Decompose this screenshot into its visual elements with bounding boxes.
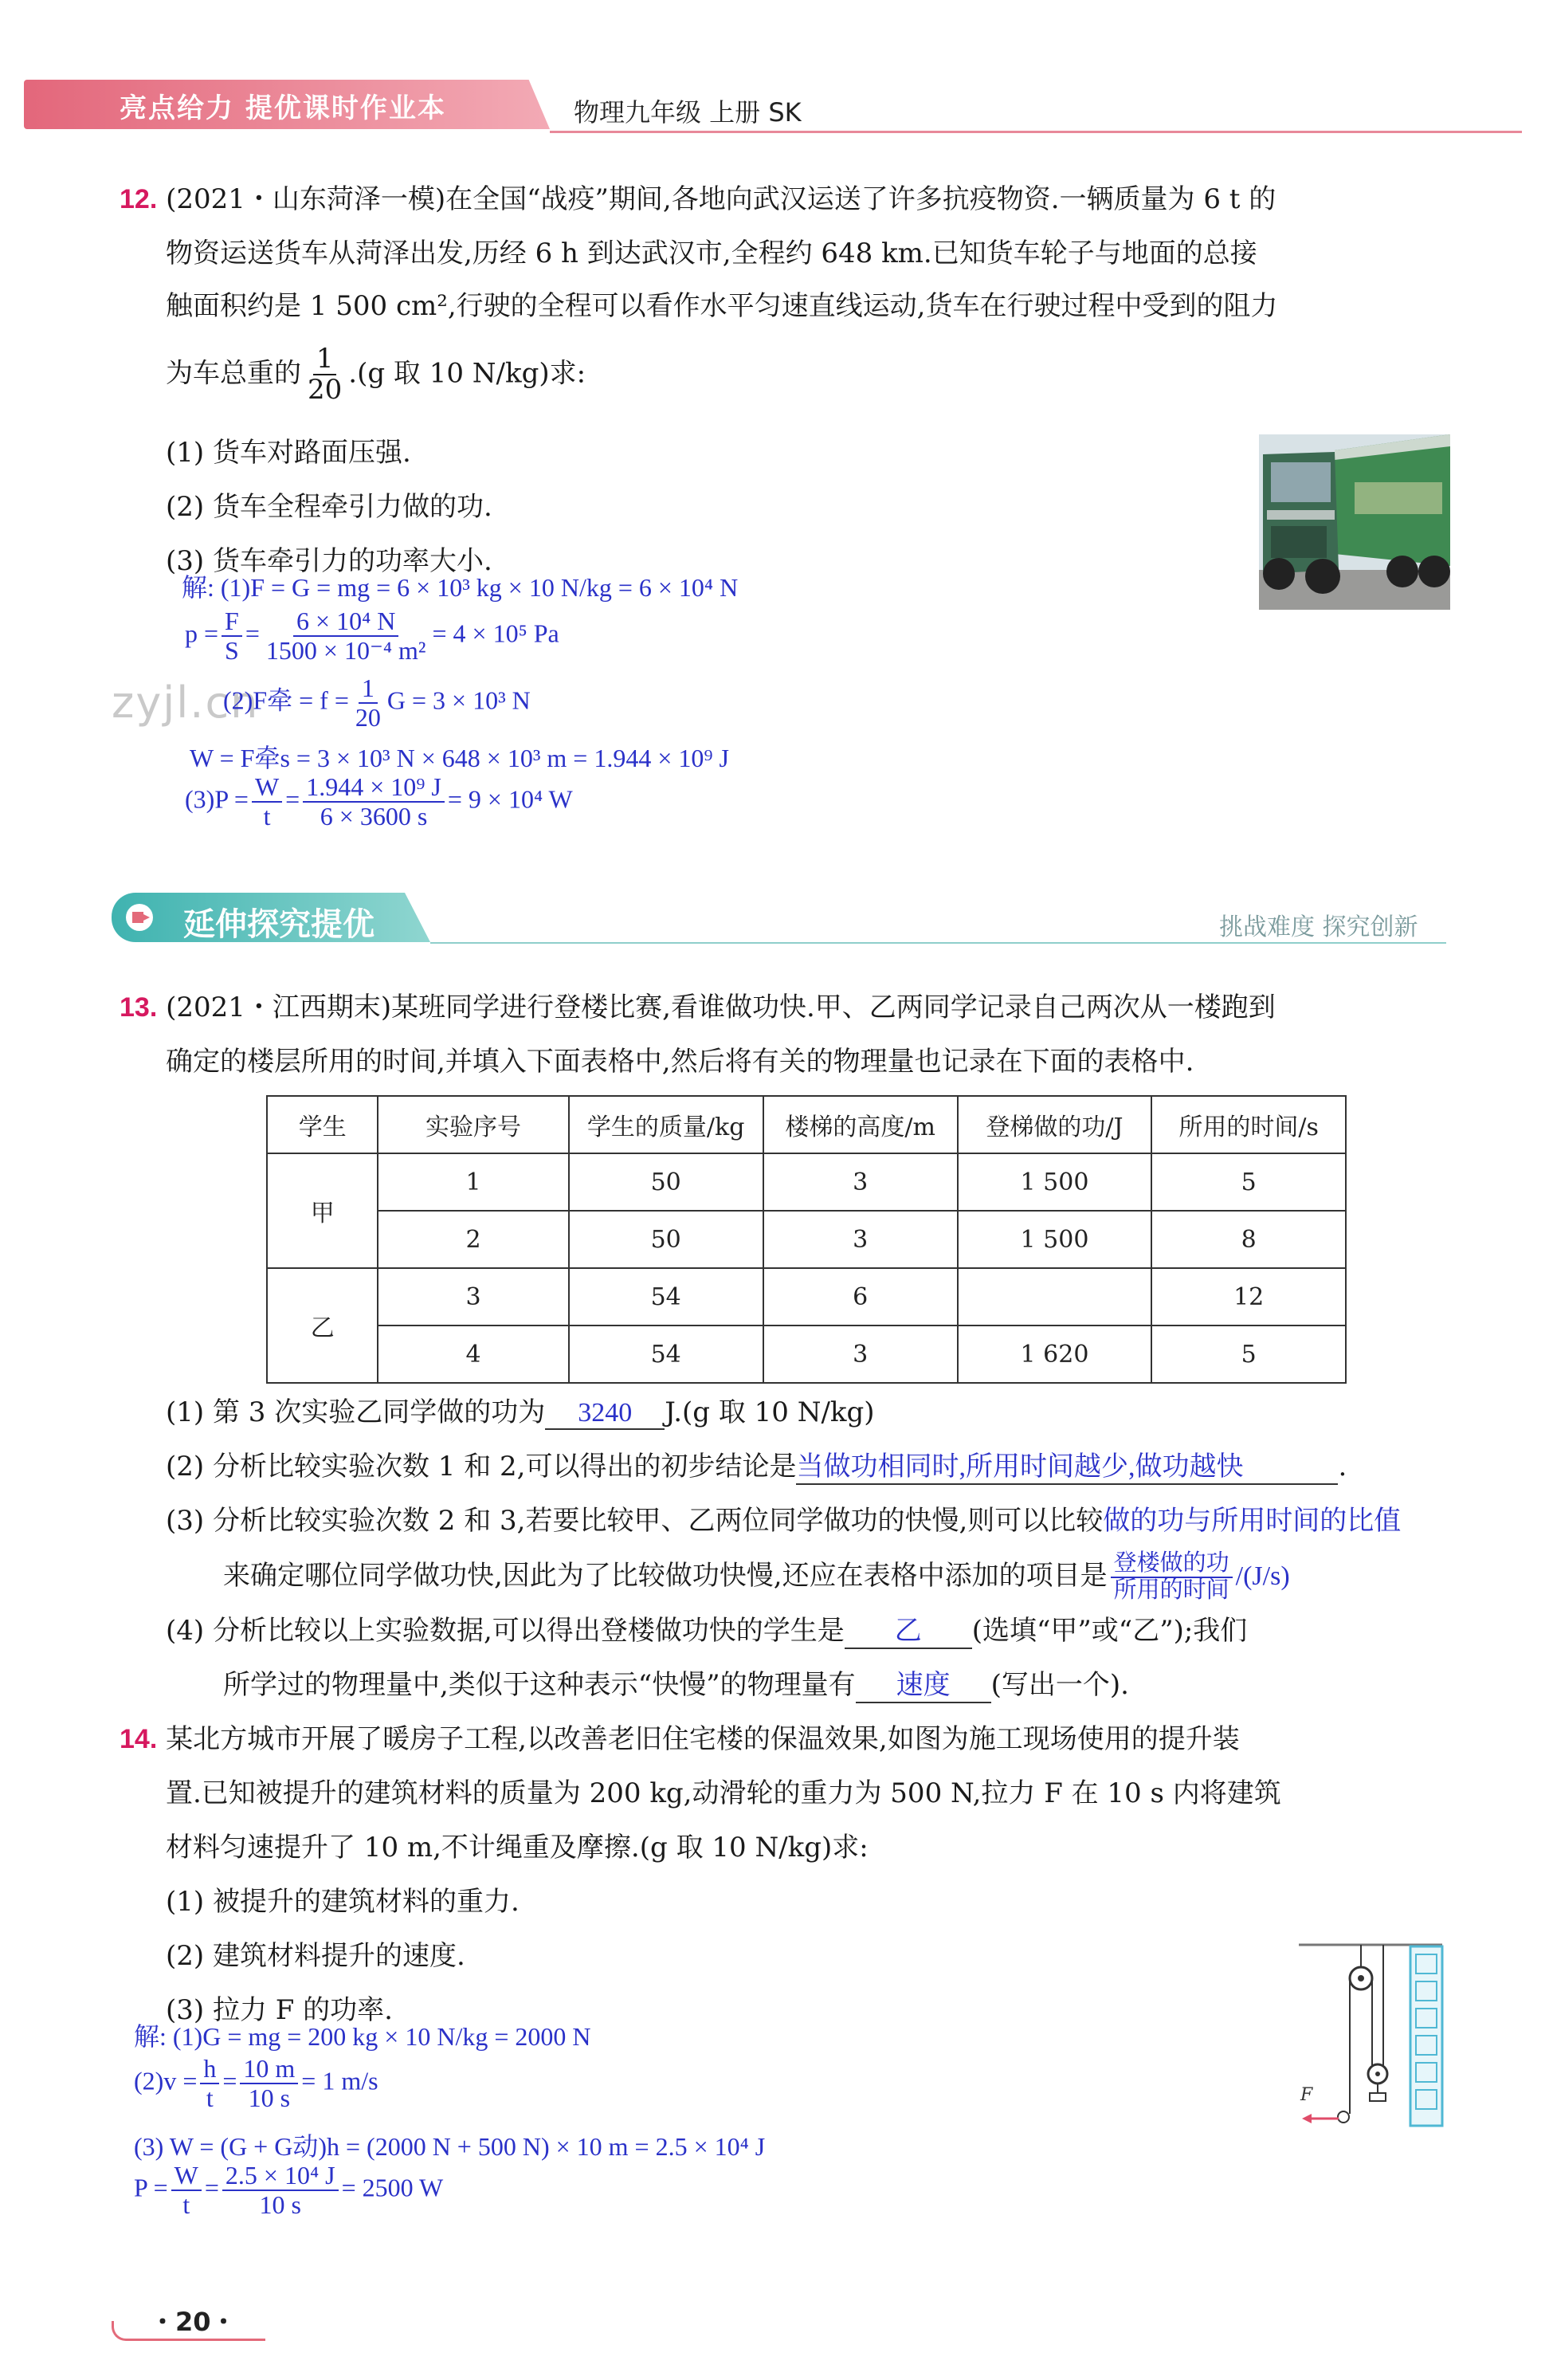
q14-sub3: (3) 拉力 F 的功率. [166,1994,393,2026]
table-header-row: 学生 实验序号 学生的质量/kg 楼梯的高度/m 登梯做的功/J 所用的时间/s [267,1096,1346,1153]
q13-line1: 13. (2021・江西期末)某班同学进行登楼比赛,看谁做功快.甲、乙两同学记录自己两次从一楼跑到 [120,992,1276,1023]
watermark: zyjl.cn [112,677,260,728]
q12-sub1: (1) 货车对路面压强. [166,437,411,469]
table-row: 甲 1 50 3 1 500 5 [267,1153,1346,1211]
section-icon [126,904,153,931]
answer-conclusion: 当做功相同时,所用时间越少,做功越快 [796,1452,1244,1482]
answer-ratio: 做的功与所用时间的比值 [1103,1506,1402,1536]
q13-sub3: (3) 分析比较实验次数 2 和 3,若要比较甲、乙两位同学做功的快慢,则可以比较做的功与所用时间的比值 [166,1505,1402,1537]
table-row: 2 50 3 1 500 8 [267,1211,1346,1268]
header-subject: 物理九年级 上册 SK [574,97,802,128]
q14-answer-line2: (2)v = $\frac{h}{t}$ = $\frac{10 m}{10 s}$ = 1 m/s [134,2054,378,2113]
q12-answer-line2: p = $\frac{F}{S}$ = $\frac{\text{6 × 10⁴ N}}{\text{1500 × 10⁻⁴ m²}}$ = 4 × 10⁵ Pa [185,607,559,666]
q13-sub4: (4) 分析比较以上实验数据,可以得出登楼做功快的学生是 乙 (选填“甲”或“乙”);我们 [166,1608,1247,1649]
q14-number: 14. [120,1724,158,1754]
pulley-diagram [1291,1937,1450,2128]
q13-number: 13. [120,992,158,1023]
q13-sub4-line2: 所学过的物理量中,类似于这种表示“快慢”的物理量有 速度 (写出一个). [223,1663,1129,1703]
q14-answer-line3: (3) W = (G + G动)h = (2000 N + 500 N) × 10 m = 2.5 × 10⁴ J [134,2132,766,2161]
q13-sub2: (2) 分析比较实验次数 1 和 2,可以得出的初步结论是当做功相同时,所用时间越少,做功越快 . [166,1444,1347,1485]
force-label: F [1300,2085,1313,2105]
q13-sub3-line2: 来确定哪位同学做功快,因此为了比较做功快慢,还应在表格中添加的项目是 $\frac{\text{登楼做的功}}{\text{所用的时间}}$ /(J/s) [223,1550,1290,1603]
q12-line4: 为车总重的 $\frac{1}{20}$ .(g 取 10 N/kg)求: [166,343,586,406]
answer-speed: 速度 [896,1671,951,1700]
q12-line3: 触面积约是 1 500 cm²,行驶的全程可以看作水平匀速直线运动,货车在行驶过程中受到的阻力 [166,290,1278,322]
q12-number: 12. [120,184,158,214]
section-title: 延伸探究提优 [183,906,375,943]
header-brand: 亮点给力 提优课时作业本 [120,92,446,124]
q12-answer-line1: 解: (1)F = G = mg = 6 × 10³ kg × 10 N/kg = 6 × 10⁴ N [182,573,739,602]
truck-photo [1259,434,1450,610]
q14-sub1: (1) 被提升的建筑材料的重力. [166,1886,520,1918]
table-row: 4 54 3 1 620 5 [267,1325,1346,1383]
q13-sub1: (1) 第 3 次实验乙同学做的功为 3240 J.(g 取 10 N/kg) [166,1396,875,1428]
q12-line2: 物资运送货车从菏泽出发,历经 6 h 到达武汉市,全程约 648 km.已知货车轮子与地面的总接 [166,238,1257,269]
q14-line3: 材料匀速提升了 10 m,不计绳重及摩擦.(g 取 10 N/kg)求: [166,1832,869,1864]
q14-answer-line4: P = $\frac{W}{t}$ = $\frac{\text{2.5 × 10⁴ J}}{10 s}$ = 2500 W [134,2161,444,2220]
q14-line2: 置.已知被提升的建筑材料的质量为 200 kg,动滑轮的重力为 500 N,拉力 F 在 10 s 内将建筑 [166,1777,1281,1809]
q12-sub2: (2) 货车全程牵引力做的功. [166,491,492,523]
q12-line1: 12. (2021・山东菏泽一模)在全国“战疫”期间,各地向武汉运送了许多抗疫物资.一辆质量为 6 t 的 [120,183,1276,215]
answer-3240: 3240 [578,1398,633,1428]
q14-sub2: (2) 建筑材料提升的速度. [166,1940,465,1972]
q12-answer-line5: (3)P = $\frac{W}{t}$ = $\frac{\text{1.944 × 10⁹ J}}{6 \times 3600 s}$ = 9 × 10⁴ W [185,772,573,831]
q12-sub3: (3) 货车牵引力的功率大小. [166,545,492,577]
section-rule [430,942,1446,944]
q12-answer-line4: W = F牵s = 3 × 10³ N × 648 × 10³ m = 1.944 × 10⁹ J [190,744,730,772]
fraction: $\frac{1}{20}$ [308,343,343,406]
section-right: 挑战难度 探究创新 [1219,913,1418,941]
q13-line2: 确定的楼层所用的时间,并填入下面表格中,然后将有关的物理量也记录在下面的表格中. [166,1046,1194,1078]
table-row: 乙 3 54 6 12 [267,1268,1346,1325]
data-table [266,1095,1347,1384]
page-number: ・20・ [150,2307,237,2337]
q12-answer-line3: (2)F牵 = f = $\frac{1}{20}$ G = 3 × 10³ N [223,674,531,732]
q14-answer-line1: 解: (1)G = mg = 200 kg × 10 N/kg = 2000 N [134,2022,591,2051]
q14-line1: 14. 某北方城市开展了暖房子工程,以改善老旧住宅楼的保温效果,如图为施工现场使用的提升装 [120,1723,1240,1755]
header-rule [550,131,1522,133]
answer-yi: 乙 [894,1616,922,1646]
